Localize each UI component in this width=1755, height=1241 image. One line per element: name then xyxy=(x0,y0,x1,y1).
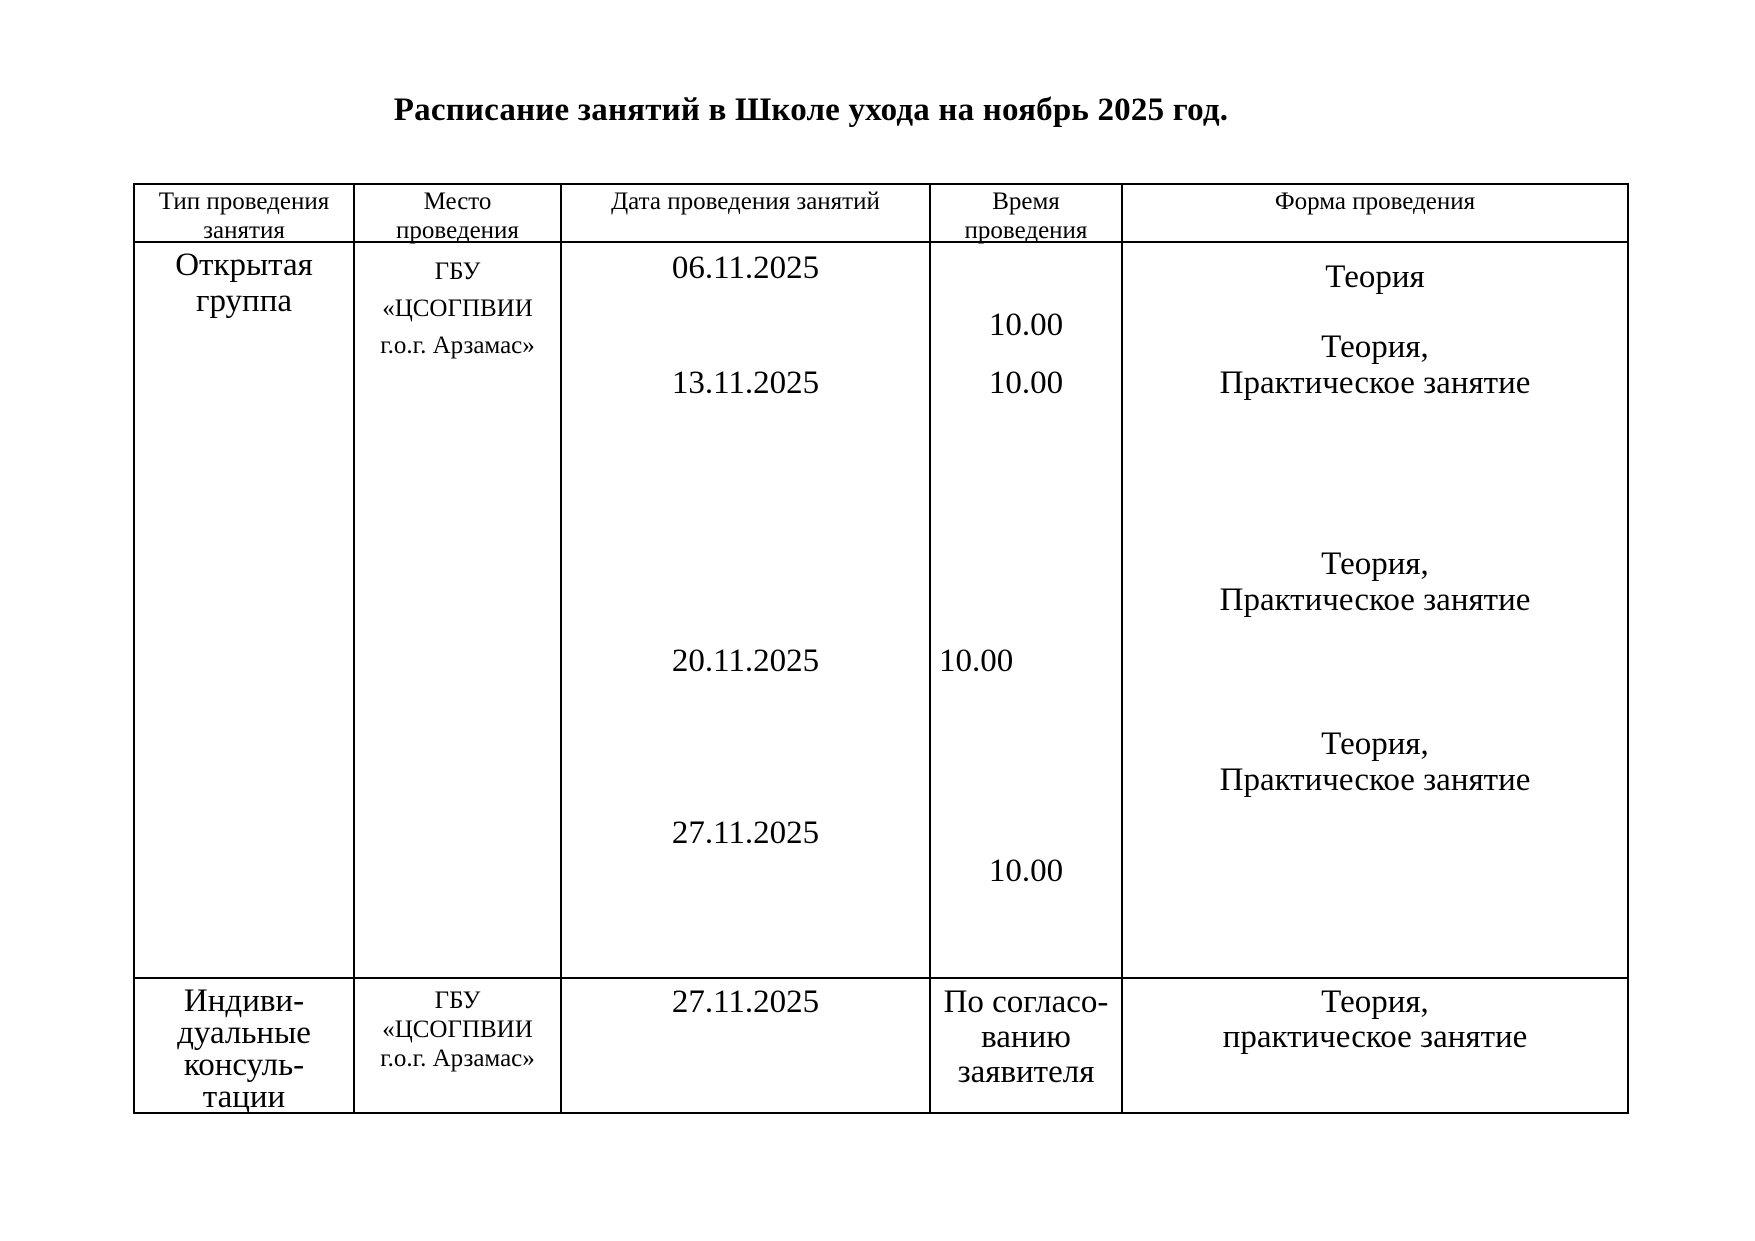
header-line: проведения xyxy=(964,217,1088,244)
time-value: 10.00 xyxy=(988,365,1064,401)
date-value: 27.11.2025 xyxy=(671,984,820,1020)
form-line: Теория xyxy=(1325,259,1425,295)
cell-row2-type xyxy=(135,979,355,1115)
header-cell-time xyxy=(931,185,1123,243)
place-line: ГБУ xyxy=(434,987,481,1014)
type-line: Открытая xyxy=(175,247,313,283)
header-cell-form xyxy=(1123,185,1627,243)
form-line: Практическое занятие xyxy=(1219,582,1531,618)
cell-row2-date xyxy=(562,979,931,1112)
type-line: группа xyxy=(195,283,293,319)
form-entry xyxy=(1123,546,1627,618)
type-individual xyxy=(135,979,353,1113)
time-line: ванию xyxy=(981,1019,1071,1055)
cell-row1-times xyxy=(931,243,1123,979)
cell-row1-dates xyxy=(562,243,931,979)
time-value: 10.00 xyxy=(939,643,1014,679)
place-line: г.о.г. Арзамас» xyxy=(380,332,535,359)
form-line: Теория, xyxy=(1321,984,1429,1020)
form-entry xyxy=(1123,726,1627,798)
place-individual xyxy=(355,979,560,1073)
date-value: 20.11.2025 xyxy=(671,643,820,679)
cell-row1-place xyxy=(355,243,562,979)
cell-row1-type xyxy=(135,243,355,979)
header-cell-type xyxy=(135,185,355,243)
cell-row2-form xyxy=(1123,979,1627,1112)
date-value: 06.11.2025 xyxy=(671,250,820,286)
date-value: 27.11.2025 xyxy=(671,815,820,851)
date-value: 13.11.2025 xyxy=(671,365,820,401)
place-line: ГБУ xyxy=(434,258,481,285)
time-value: 10.00 xyxy=(988,307,1064,343)
form-line: практическое занятие xyxy=(1222,1019,1528,1055)
header-line: проведения xyxy=(396,217,519,244)
form-line: Практическое занятие xyxy=(1219,365,1531,401)
cell-row1-forms xyxy=(1123,243,1627,979)
form-entry xyxy=(1123,979,1627,1055)
type-line: Индиви- xyxy=(183,983,305,1019)
form-line: Теория, xyxy=(1321,329,1429,365)
header-cell-place xyxy=(355,185,562,243)
header-line: Место xyxy=(423,188,492,215)
document-title: Расписание занятий в Школе ухода на ноябрь 2025 год. xyxy=(393,92,1229,128)
time-by-agreement xyxy=(931,979,1121,1090)
time-value: 10.00 xyxy=(988,853,1064,889)
cell-row2-time xyxy=(931,979,1123,1112)
type-line: тации xyxy=(202,1079,286,1115)
type-open-group xyxy=(135,243,353,319)
header-line: Тип проведения xyxy=(158,188,330,215)
place-line: «ЦСОГПВИИ xyxy=(382,1016,533,1043)
header-cell-date xyxy=(562,185,931,243)
time-line: По согласо- xyxy=(943,984,1109,1020)
cell-row2-place xyxy=(355,979,562,1112)
time-line: заявителя xyxy=(957,1054,1095,1090)
type-line: консуль- xyxy=(183,1047,305,1083)
type-line: дуальные xyxy=(177,1015,311,1051)
place-line: «ЦСОГПВИИ xyxy=(382,295,533,322)
header-line: занятия xyxy=(203,217,285,244)
form-line: Теория, xyxy=(1321,726,1429,762)
place-line: г.о.г. Арзамас» xyxy=(380,1045,535,1072)
header-line: Время xyxy=(992,188,1060,215)
header-line: Дата проведения занятий xyxy=(611,188,880,215)
schedule-table xyxy=(133,183,1629,1114)
place-open-group xyxy=(355,243,560,364)
header-line: Форма проведения xyxy=(1274,188,1476,215)
form-line: Практическое занятие xyxy=(1219,762,1531,798)
form-entry xyxy=(1123,329,1627,401)
form-line: Теория, xyxy=(1321,546,1429,582)
form-entry xyxy=(1123,259,1627,295)
